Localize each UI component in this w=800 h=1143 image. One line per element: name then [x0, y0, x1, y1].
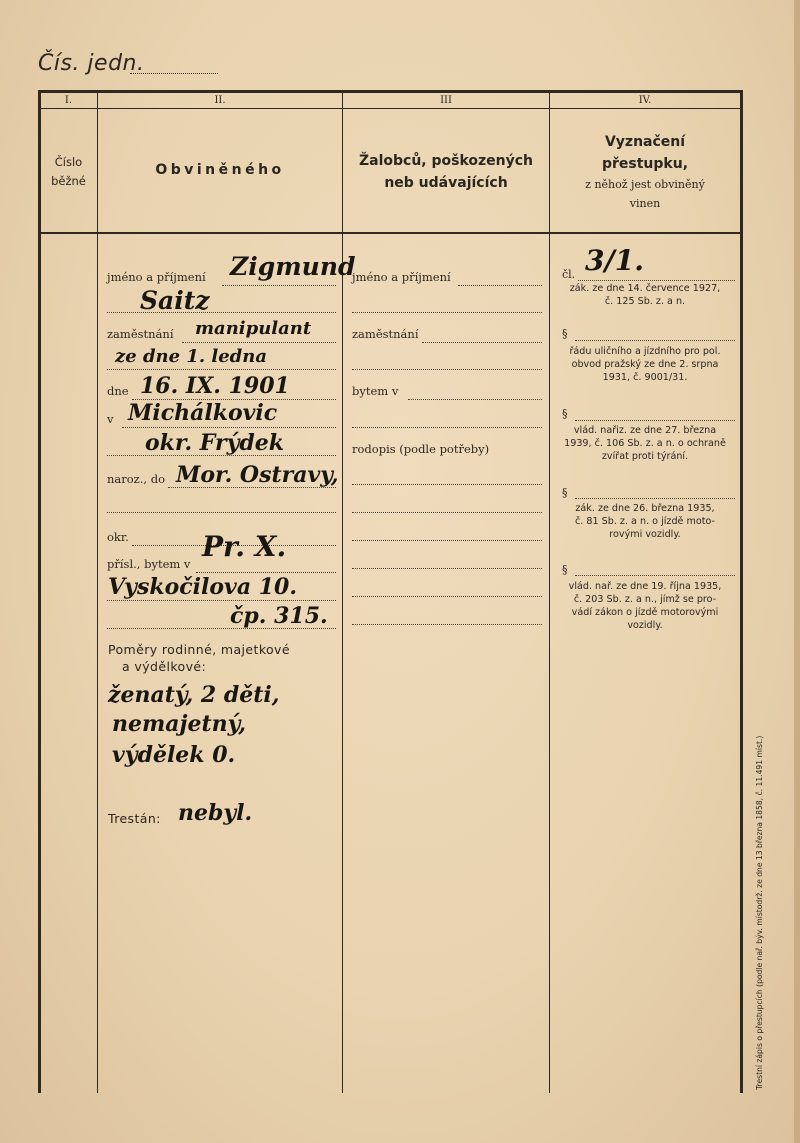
column-number-1: I.	[64, 95, 73, 106]
law-entry-3-line-3: zvířat proti týrání.	[601, 451, 689, 462]
plaintiff-residence-label: bytem v	[352, 384, 399, 398]
accused-street-value[interactable]: Vyskočilova 10.	[108, 574, 298, 600]
dotted-line	[352, 568, 542, 569]
law-entry-4-line-3: rovými vozidly.	[609, 529, 681, 540]
dotted-line	[182, 342, 336, 343]
dotted-line	[575, 498, 735, 499]
accused-occupation-value-2[interactable]: ze dne 1. ledna	[115, 346, 268, 367]
law-entry-4-line-1: zák. ze dne 26. března 1935,	[575, 503, 715, 514]
dotted-line	[352, 512, 542, 513]
dotted-line	[458, 285, 542, 286]
table-left-border	[38, 90, 41, 1093]
dotted-line	[575, 340, 735, 341]
law-entry-4-line-2: č. 81 Sb. z. a n. o jízdě moto-	[575, 516, 715, 527]
accused-house-number-value[interactable]: čp. 315.	[230, 603, 328, 629]
accused-place-value[interactable]: Michálkovic	[128, 400, 278, 426]
law-entry-2-line-1: řádu uličního a jízdního pro pol.	[569, 346, 721, 357]
accused-district-label: okr.	[107, 530, 129, 544]
accused-residence-value[interactable]: Pr. X.	[202, 530, 287, 563]
dotted-line	[352, 312, 542, 313]
accused-punished-label: Trestán:	[108, 811, 161, 826]
reference-number-label: Čís. jedn.	[38, 51, 145, 76]
law-entry-2-line-2: obvod pražský ze dne 2. srpna	[571, 359, 719, 370]
law-entry-3-line-1: vlád. nařiz. ze dne 27. března	[573, 425, 717, 436]
dotted-line	[578, 280, 735, 281]
plaintiff-genealogy-label: rodopis (podle potřeby)	[352, 442, 490, 456]
law-entry-3	[555, 424, 735, 463]
accused-family-value-3[interactable]: výdělek 0.	[112, 742, 236, 768]
accused-family-label: Poměry rodinné, majetkové	[108, 642, 290, 657]
accused-family-label-2: a výdělkové:	[122, 659, 207, 674]
plaintiff-occupation-label: zaměstnání	[352, 327, 419, 341]
column-number-3: III	[440, 95, 452, 106]
law-entry-5-line-4: vozidly.	[627, 620, 663, 631]
header-cislo-line-2: běžné	[51, 174, 86, 188]
offence-article-value[interactable]: 3/1.	[585, 244, 644, 277]
accused-name-label: jméno a příjmení	[107, 270, 206, 284]
column-number-2: II.	[214, 95, 226, 106]
accused-born-label: naroz., do	[107, 472, 165, 486]
header-cislo-line-1: Číslo	[54, 155, 83, 169]
law-entry-5-line-1: vlád. nař. ze dne 19. října 1935,	[568, 581, 722, 592]
law-entry-5-line-3: vádí zákon o jízdě motorovými	[571, 607, 719, 618]
dotted-line	[196, 572, 336, 573]
column-divider-3	[549, 90, 550, 1093]
header-vyznaceni-line-2: přestupku,	[601, 156, 689, 172]
header-vyznaceni-line-1: Vyznačení	[604, 134, 686, 150]
header-zalobcu-line-1: Žalobců, poškozených	[358, 153, 534, 169]
dotted-line	[107, 512, 336, 513]
table-right-border	[740, 90, 743, 1093]
law-entry-1-line-1: zák. ze dne 14. července 1927,	[569, 283, 721, 294]
header-cislo	[40, 153, 97, 191]
dotted-line	[352, 596, 542, 597]
header-zalobcu-line-2: neb udávajících	[384, 175, 508, 191]
header-obvineneho: Obviněného	[155, 162, 285, 178]
dotted-line	[575, 420, 735, 421]
law-entry-1-line-2: č. 125 Sb. z. a n.	[604, 296, 686, 307]
accused-occupation-value[interactable]: manipulant	[195, 318, 312, 339]
reference-number-field[interactable]	[130, 73, 218, 74]
accused-name-value[interactable]: Zigmund	[230, 252, 356, 281]
page-edge	[794, 0, 800, 1143]
dotted-line	[352, 427, 542, 428]
header-vyznaceni	[550, 131, 740, 213]
dotted-line	[575, 575, 735, 576]
column-number-4: IV.	[638, 95, 652, 106]
section-symbol-4: §	[562, 486, 568, 499]
accused-place-label: v	[107, 412, 114, 426]
header-number-divider	[38, 108, 743, 109]
accused-punished-value[interactable]: nebyl.	[178, 800, 253, 826]
header-vyznaceni-line-3: z něhož jest obviněný	[585, 178, 705, 191]
section-symbol-2: §	[562, 327, 568, 340]
plaintiff-name-label: jméno a příjmení	[352, 270, 451, 284]
law-entry-2	[555, 345, 735, 384]
law-entry-3-line-2: 1939, č. 106 Sb. z. a n. o ochraně	[564, 438, 726, 449]
dotted-line	[122, 427, 336, 428]
accused-date-label: dne	[107, 384, 129, 398]
accused-place-value-2[interactable]: okr. Frýdek	[145, 430, 285, 456]
side-note: Trestní zápis o přestupcích (podle nař. býv. místodrž. ze dne 13 března 1858, č. 11.491 míst.)	[755, 735, 764, 1090]
accused-occupation-label: zaměstnání	[107, 327, 174, 341]
dotted-line	[222, 285, 336, 286]
law-entry-1	[555, 282, 735, 308]
dotted-line	[352, 484, 542, 485]
accused-family-value-1[interactable]: ženatý, 2 děti,	[108, 682, 280, 708]
header-vyznaceni-line-4: vinen	[629, 197, 661, 210]
accused-surname-value[interactable]: Saitz	[140, 286, 210, 315]
offence-article-label: čl.	[562, 268, 576, 281]
section-symbol-3: §	[562, 407, 568, 420]
accused-date-value[interactable]: 16. IX. 1901	[140, 373, 290, 399]
law-entry-2-line-3: 1931, č. 9001/31.	[602, 372, 688, 383]
column-divider-2	[342, 90, 343, 1093]
law-entry-5	[555, 580, 735, 632]
law-entry-5-line-2: č. 203 Sb. z. a n., jímž se pro-	[573, 594, 717, 605]
dotted-line	[107, 600, 336, 601]
column-divider-1	[97, 90, 98, 1093]
accused-family-value-2[interactable]: nemajetný,	[112, 711, 246, 737]
dotted-line	[352, 369, 542, 370]
dotted-line	[352, 624, 542, 625]
accused-residence-label: přísl., bytem v	[107, 557, 191, 571]
header-bottom-border	[38, 232, 743, 234]
law-entry-4	[555, 502, 735, 541]
dotted-line	[107, 369, 336, 370]
table-top-border	[38, 90, 743, 93]
dotted-line	[408, 399, 542, 400]
section-symbol-5: §	[562, 563, 568, 576]
header-zalobcu	[343, 150, 549, 194]
dotted-line	[352, 540, 542, 541]
accused-born-value[interactable]: Mor. Ostravy,	[176, 462, 339, 488]
dotted-line	[422, 342, 542, 343]
